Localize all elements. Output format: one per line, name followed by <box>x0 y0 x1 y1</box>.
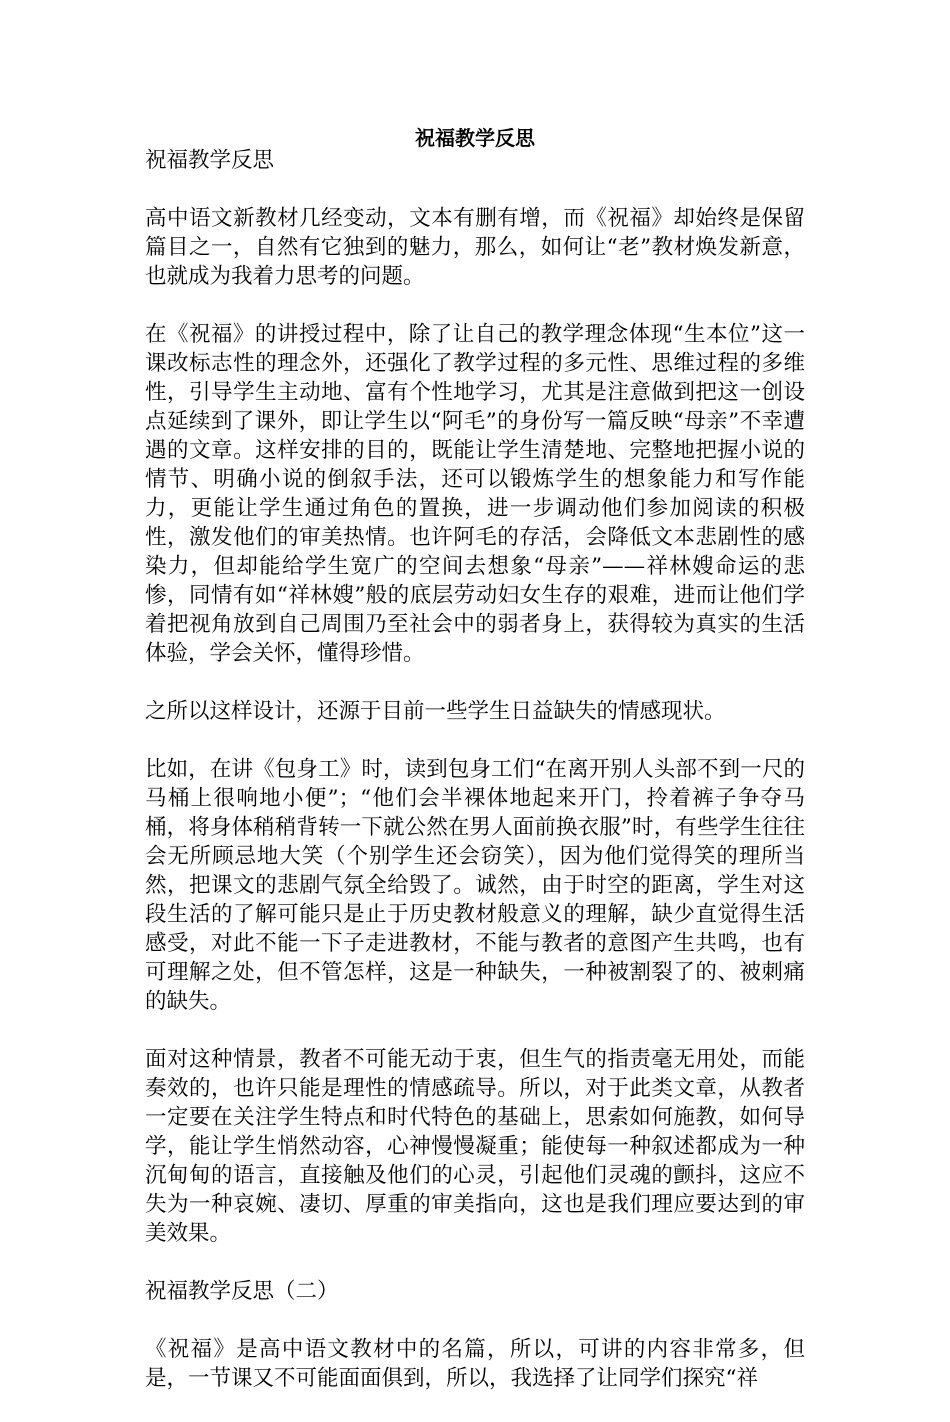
paragraph: 面对这种情景，教者不可能无动于衷，但生气的指责毫无用处，而能奏效的，也许只能是理性的情感疏导。所以，对于此类文章，从教者一定要在关注学生特点和时代特色的基础上，思索如何施教，如何导学，能让学生悄然动容，心神慢慢凝重；能使每一种叙述都成为一种沉甸甸的语言，直接触及他们的心灵，引起他们灵魂的颤抖，这应不失为一种哀婉、凄切、厚重的审美指向，这也是我们理应要达到的审美效果。 <box>145 1047 805 1246</box>
section-heading: 祝福教学反思 <box>145 148 275 173</box>
paragraph: 比如，在讲《包身工》时，读到包身工们“在离开别人头部不到一尺的马桶上很响地小便”；“他们会半裸体地起来开门，拎着裤子争夺马桶，将身体稍稍背转一下就公然在男人面前换衣服”时，有些学生往往会无所顾忌地大笑（个别学生还会窃笑），因为他们觉得笑的理所当然，把课文的悲剧气氛全给毁了。诚然，由于时空的距离，学生对这段生活的了解可能只是止于历史教材般意义的理解，缺少直觉得生活感受，对此不能一下子走进教材，不能与教者的意图产生共鸣，也有可理解之处，但不管怎样，这是一种缺失，一种被割裂了的、被刺痛的缺失。 <box>145 757 805 1014</box>
section-heading: 祝福教学反思（二） <box>145 1279 339 1304</box>
paragraph: 《祝福》是高中语文教材中的名篇，所以，可讲的内容非常多，但是，一节课又不可能面面俱到，所以，我选择了让同学们探究“祥 <box>145 1337 805 1391</box>
paragraph: 在《祝福》的讲授过程中，除了让自己的教学理念体现“生本位”这一课改标志性的理念外，还强化了教学过程的多元性、思维过程的多维性，引导学生主动地、富有个性地学习，尤其是注意做到把这一创设点延续到了课外，即让学生以“阿毛”的身份写一篇反映“母亲”不幸遭遇的文章。这样安排的目的，既能让学生清楚地、完整地把握小说的情节、明确小说的倒叙手法，还可以锻炼学生的想象能力和写作能力，更能让学生通过角色的置换，进一步调动他们参加阅读的积极性，激发他们的审美热情。也许阿毛的存活，会降低文本悲剧性的感染力，但却能给学生宽广的空间去想象“母亲”——祥林嫂命运的悲惨，同情有如“祥林嫂”般的底层劳动妇女生存的艰难，进而让他们学着把视角放到自己周围乃至社会中的弱者身上，获得较为真实的生活体验，学会关怀，懂得珍惜。 <box>145 322 805 666</box>
paragraph: 之所以这样设计，还源于目前一些学生日益缺失的情感现状。 <box>145 699 726 724</box>
document-title: 祝福教学反思 <box>415 126 535 150</box>
paragraph: 高中语文新教材几经变动，文本有删有增，而《祝福》却始终是保留篇目之一，自然有它独到的魅力，那么，如何让“老”教材焕发新意，也就成为我着力思考的问题。 <box>145 206 805 289</box>
document-body <box>145 146 805 1422</box>
